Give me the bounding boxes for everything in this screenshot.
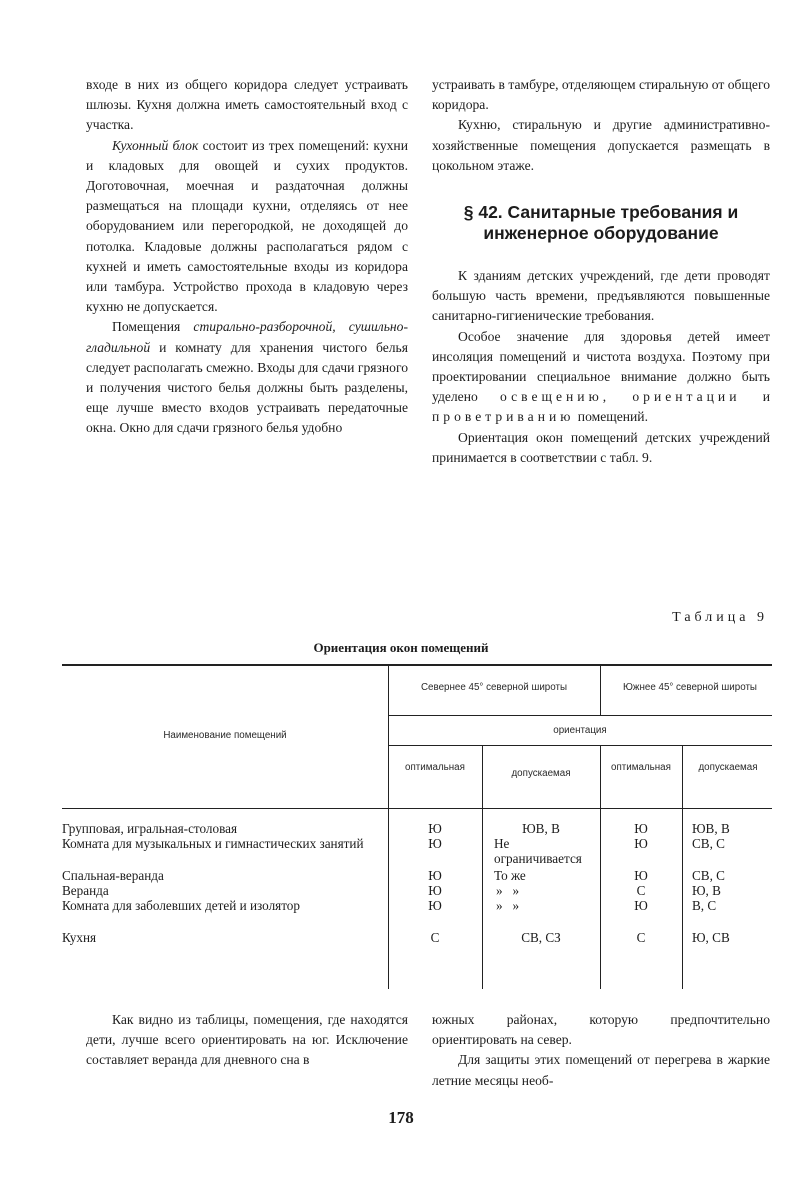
row-room-name: Спальная-веранда bbox=[62, 868, 164, 883]
text-column-bottom-left bbox=[86, 1010, 408, 1071]
row-room-name: Кухня bbox=[62, 930, 97, 945]
row-north-optimal: Ю bbox=[428, 836, 442, 851]
paragraph-text: Помещения bbox=[112, 319, 194, 335]
table-rule bbox=[388, 745, 772, 746]
paragraph-text: и комнату для хранения чистого белья следует располагать смежно. Входы для сдачи грязного и получения чистого белья должны быть разделены, еще лучше вместо входов устраивать передаточные окна. Окно для сдачи грязного белья удобно bbox=[86, 339, 408, 436]
paragraph: Для защиты этих помещений от перегрева в жаркие летние месяцы необ- bbox=[432, 1052, 770, 1088]
table-rule bbox=[62, 808, 772, 809]
paragraph: Кухню, стиральную и другие административно-хозяйственные помещения допускается размещать в цокольном этаже. bbox=[432, 117, 770, 173]
row-room-name: Групповая, игральная-столовая bbox=[62, 821, 238, 836]
paragraph-text: Особое значение для здоровья детей имеет инсоляция помещений и чистота воздуха. Поэтому при проектировании специальное внимание должно быть уделено bbox=[432, 328, 770, 405]
paragraph: Как видно из таблицы, помещения, где находятся дети, лучше всего ориентировать на юг. Исключение составляет веранда для дневного сна в bbox=[86, 1012, 408, 1068]
row-south-optimal: Ю bbox=[634, 868, 648, 883]
row-north-allowed: » » bbox=[496, 883, 520, 898]
table-rule bbox=[600, 666, 601, 715]
row-north-optimal: Ю bbox=[428, 868, 442, 883]
row-north-allowed: СВ, СЗ bbox=[521, 930, 561, 945]
row-north-optimal: Ю bbox=[428, 883, 442, 898]
table-rule bbox=[600, 745, 601, 989]
row-room-name: Веранда bbox=[62, 883, 109, 898]
italic-term: Кухонный блок bbox=[112, 137, 199, 153]
section-heading: § 42. Санитарные требования и инженерное оборудование bbox=[463, 202, 739, 244]
header-optimal-north: оптимальная bbox=[405, 762, 465, 773]
text-column-bottom-right bbox=[432, 1010, 770, 1091]
header-north: Севернее 45° северной широты bbox=[420, 682, 567, 693]
row-south-allowed: Ю, В bbox=[692, 883, 721, 898]
table-rule bbox=[62, 664, 772, 666]
page-number: 178 bbox=[388, 1108, 414, 1127]
row-south-optimal: Ю bbox=[634, 898, 648, 913]
row-south-optimal: С bbox=[636, 883, 646, 898]
paragraph-text: и bbox=[740, 389, 770, 405]
paragraph: Ориентация окон помещений детских учреждений принимается в соответствии с табл. 9. bbox=[432, 429, 770, 465]
header-optimal-south: оптимальная bbox=[611, 762, 671, 773]
row-north-allowed: ЮВ, В bbox=[522, 821, 560, 836]
row-south-allowed: СВ, С bbox=[692, 868, 725, 883]
row-north-optimal: Ю bbox=[428, 898, 442, 913]
paragraph: южных районах, которую предпочтительно ориентировать на север. bbox=[432, 1012, 770, 1048]
paragraph-text: помещений. bbox=[574, 409, 648, 425]
header-south: Южнее 45° северной широты bbox=[623, 682, 757, 693]
table-title: Ориентация окон помещений bbox=[313, 640, 489, 655]
row-south-allowed: СВ, С bbox=[692, 836, 725, 851]
header-allowed-north: допускаемая bbox=[511, 768, 571, 779]
row-north-optimal: С bbox=[430, 930, 440, 945]
italic-term: стирально-разборочной, сушильно-гладильной bbox=[86, 319, 408, 355]
paragraph: устраивать в тамбуре, отделяющем стиральную от общего коридора. bbox=[432, 77, 770, 113]
paragraph bbox=[432, 327, 770, 428]
row-south-allowed: В, С bbox=[692, 898, 717, 913]
header-orientation: ориентация bbox=[553, 725, 607, 736]
paragraph bbox=[86, 317, 408, 438]
table-number: Таблица 9 bbox=[672, 610, 768, 625]
header-allowed-south: допускаемая bbox=[698, 762, 758, 773]
row-room-name: Комната для заболевших детей и изолятор bbox=[62, 898, 300, 913]
table-rule bbox=[388, 715, 772, 716]
spaced-term: освещению, bbox=[499, 389, 611, 405]
text-column-top-left bbox=[86, 75, 408, 439]
row-north-allowed: Не ограничивается bbox=[494, 836, 582, 866]
row-room-name: Комната для музыкальных и гимнастических занятий bbox=[62, 836, 364, 851]
row-south-optimal: С bbox=[636, 930, 646, 945]
paragraph: К зданиям детских учреждений, где дети проводят большую часть времени, предъявляются повышенные санитарно-гигиенические требования. bbox=[432, 268, 770, 324]
row-south-allowed: Ю, СВ bbox=[692, 930, 730, 945]
paragraph-text: состоит из трех помещений: кухни и кладовых для овощей и сухих продуктов. Доготовочная, моечная и раздаточная должны размещаться на площади кухни, отделяясь от нее оборудованием или перегородкой, не доходящей до потолка. Кладовые должны располагаться рядом с кухней и иметь самостоятельные входы из коридора или тамбура. Устройство прохода в кладовую через кухню не допускается. bbox=[86, 137, 408, 315]
spaced-term: проветриванию bbox=[432, 409, 575, 425]
orientation-table bbox=[62, 664, 772, 989]
row-north-optimal: Ю bbox=[428, 821, 442, 836]
row-south-allowed: ЮВ, В bbox=[692, 821, 730, 836]
spaced-term: ориентации bbox=[632, 389, 741, 405]
paragraph: входе в них из общего коридора следует устраивать шлюзы. Кухня должна иметь самостоятельный вход с участка. bbox=[86, 77, 408, 133]
row-south-optimal: Ю bbox=[634, 836, 648, 851]
row-south-optimal: Ю bbox=[634, 821, 648, 836]
paragraph bbox=[86, 136, 408, 318]
row-north-allowed: То же bbox=[494, 868, 526, 883]
table-rule bbox=[482, 745, 483, 989]
header-room-name: Наименование помещений bbox=[163, 730, 287, 741]
row-north-allowed: » » bbox=[496, 898, 520, 913]
table-rule bbox=[682, 745, 683, 989]
text-column-top-right bbox=[432, 75, 770, 468]
